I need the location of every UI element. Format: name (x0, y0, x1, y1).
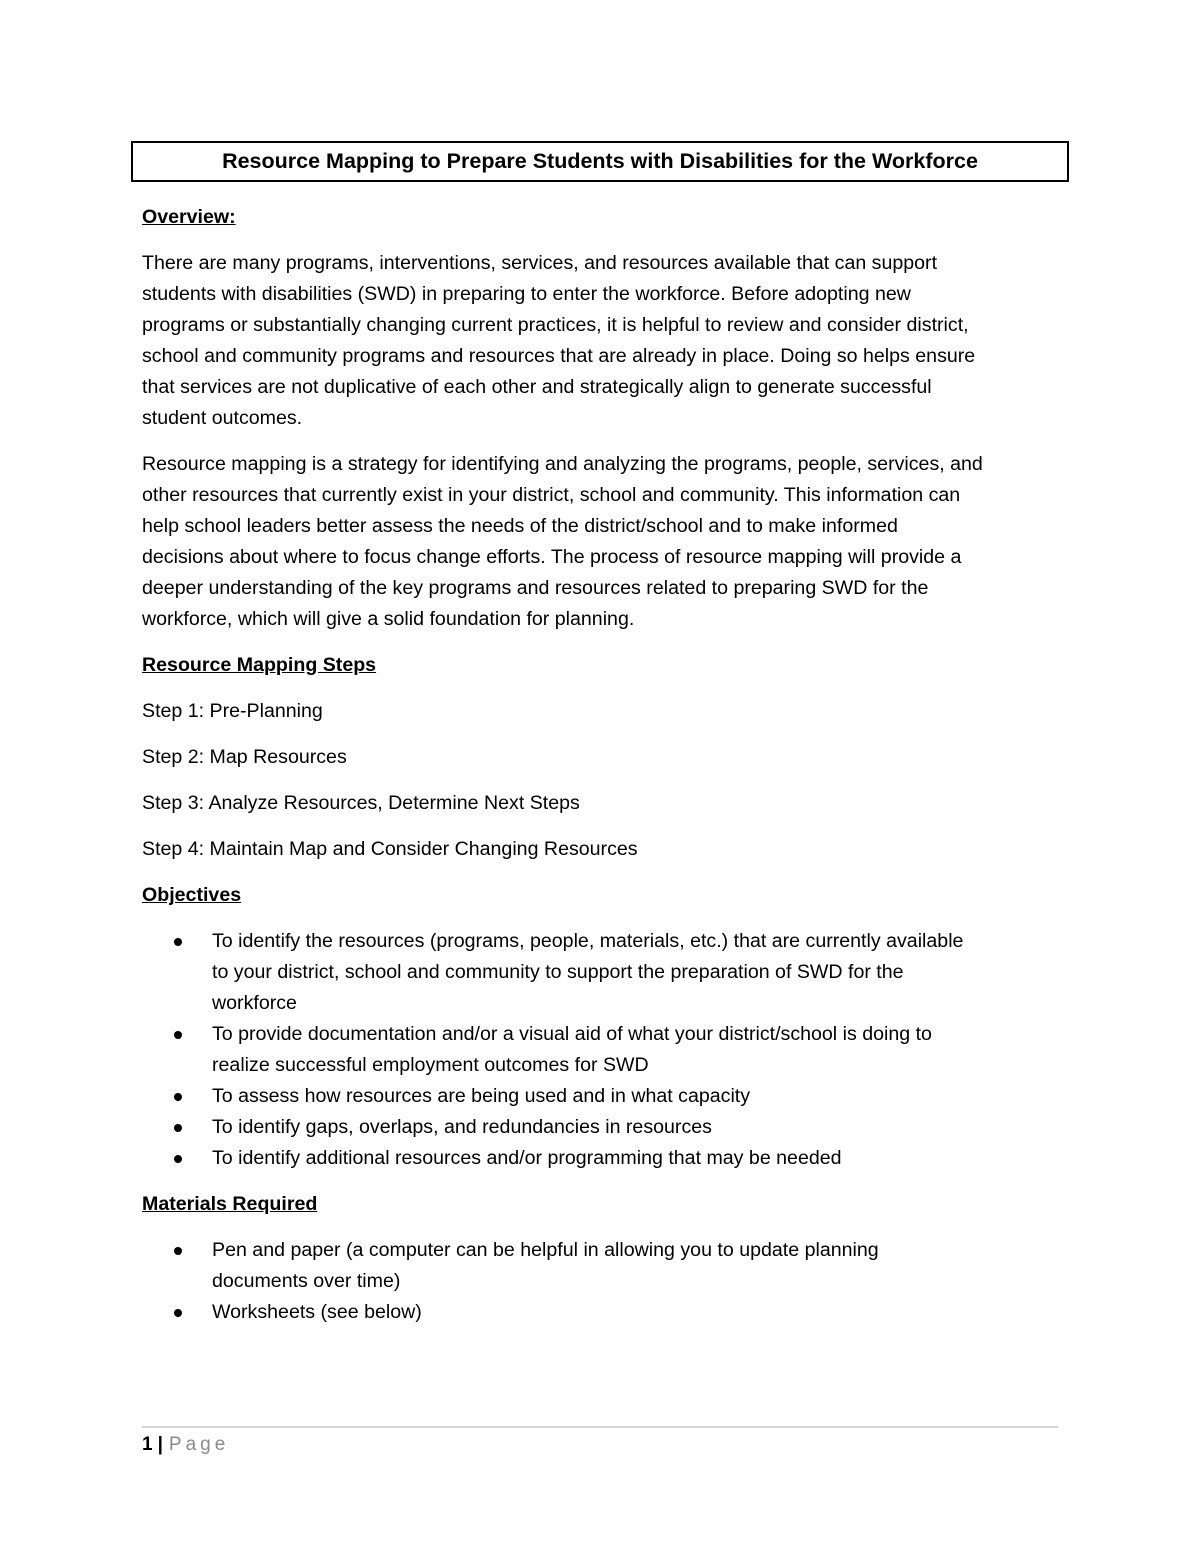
step-item: Step 1: Pre-Planning (142, 700, 323, 722)
list-item (142, 1081, 1072, 1112)
title-box (131, 141, 1069, 182)
materials-heading: Materials Required (142, 1193, 318, 1215)
step-item: Step 2: Map Resources (142, 746, 347, 768)
text-line: workforce (212, 992, 297, 1014)
bullet-icon (174, 1031, 182, 1039)
text-line: other resources that currently exist in your district, school and community. This information can (142, 484, 961, 506)
text-line: realize successful employment outcomes for SWD (212, 1054, 649, 1076)
text-line: students with disabilities (SWD) in preparing to enter the workforce. Before adopting new (142, 283, 911, 305)
text-line: programs or substantially changing current practices, it is helpful to review and consider district, (142, 314, 969, 336)
text-line: Worksheets (see below) (212, 1301, 422, 1323)
text-line: that services are not duplicative of each other and strategically align to generate successful (142, 376, 932, 398)
list-item (142, 1235, 1072, 1297)
text-line: Resource mapping is a strategy for identifying and analyzing the programs, people, services, and (142, 453, 983, 475)
footer-divider (142, 1426, 1058, 1428)
text-line: To identify the resources (programs, people, materials, etc.) that are currently available (212, 930, 964, 952)
step-item: Step 3: Analyze Resources, Determine Next Steps (142, 792, 580, 814)
page-title: Resource Mapping to Prepare Students with Disabilities for the Workforce (222, 149, 978, 173)
list-item (142, 1297, 1072, 1328)
text-line: school and community programs and resources that are already in place. Doing so helps ensure (142, 345, 976, 367)
list-item (142, 1112, 1072, 1143)
bullet-icon (174, 1155, 182, 1163)
text-line: To provide documentation and/or a visual aid of what your district/school is doing to (212, 1023, 932, 1045)
text-line: help school leaders better assess the needs of the district/school and to make informed (142, 515, 898, 537)
text-line: student outcomes. (142, 407, 303, 429)
text-line: To assess how resources are being used and in what capacity (212, 1085, 751, 1107)
text-line: Pen and paper (a computer can be helpful in allowing you to update planning (212, 1239, 879, 1261)
text-line: decisions about where to focus change efforts. The process of resource mapping will provide a (142, 546, 962, 568)
steps-heading: Resource Mapping Steps (142, 654, 377, 676)
page-number: 1 (142, 1434, 153, 1455)
overview-paragraph-2 (142, 449, 1072, 635)
bullet-icon (174, 1124, 182, 1132)
overview-paragraph-1 (142, 248, 1072, 434)
step-item: Step 4: Maintain Map and Consider Changing Resources (142, 838, 638, 860)
text-line: workforce, which will give a solid foundation for planning. (142, 608, 635, 630)
text-line: To identify additional resources and/or programming that may be needed (212, 1147, 842, 1169)
overview-heading: Overview: (142, 206, 236, 228)
text-line: There are many programs, interventions, services, and resources available that can support (142, 252, 938, 274)
page-label: Page (168, 1434, 230, 1455)
bullet-icon (174, 1309, 182, 1317)
text-line: To identify gaps, overlaps, and redundancies in resources (212, 1116, 712, 1138)
text-line: deeper understanding of the key programs and resources related to preparing SWD for the (142, 577, 929, 599)
list-item (142, 1143, 1072, 1174)
text-line: to your district, school and community to support the preparation of SWD for the (212, 961, 904, 983)
footer-separator: | (157, 1434, 163, 1455)
list-item (142, 1019, 1072, 1081)
bullet-icon (174, 1093, 182, 1101)
objectives-heading: Objectives (142, 884, 242, 906)
document-body (142, 202, 1072, 1328)
bullet-icon (174, 1247, 182, 1255)
objectives-list (142, 926, 1072, 1174)
bullet-icon (174, 938, 182, 946)
materials-list (142, 1235, 1072, 1328)
page-footer (142, 1432, 229, 1458)
list-item (142, 926, 1072, 1019)
text-line: documents over time) (212, 1270, 401, 1292)
